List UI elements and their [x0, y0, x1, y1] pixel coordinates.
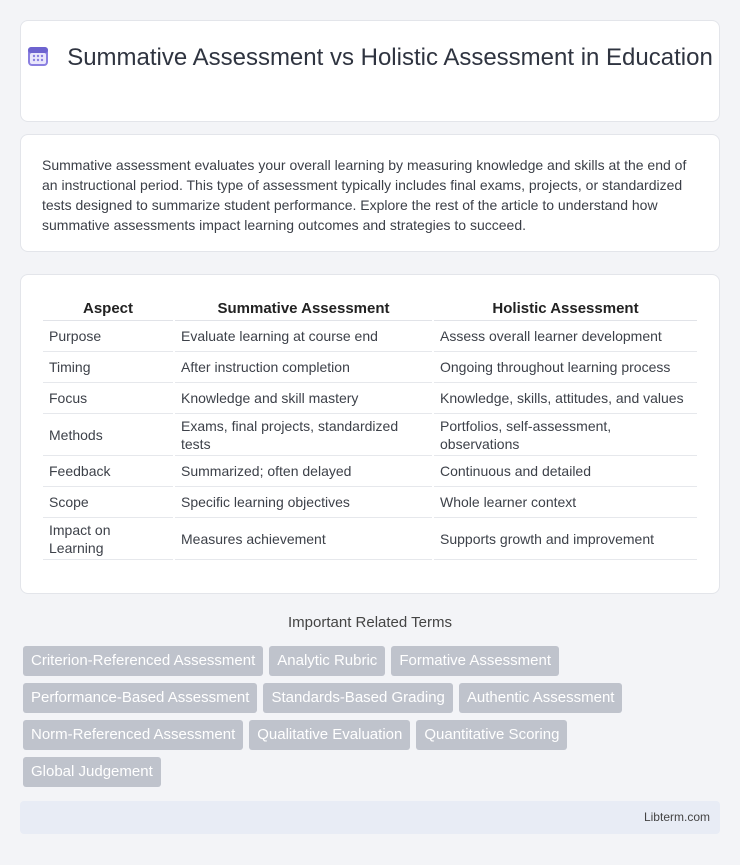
table-cell: Evaluate learning at course end — [175, 321, 432, 352]
table-cell: Methods — [43, 414, 173, 456]
comparison-card — [20, 274, 720, 594]
table-cell: Assess overall learner development — [434, 321, 697, 352]
related-term-tag[interactable]: Quantitative Scoring — [416, 720, 567, 750]
related-term-tag[interactable]: Standards-Based Grading — [263, 683, 452, 713]
table-row — [43, 383, 697, 414]
table-cell: Focus — [43, 383, 173, 414]
table-cell: Supports growth and improvement — [434, 518, 697, 560]
table-cell: Purpose — [43, 321, 173, 352]
related-term-tag[interactable]: Norm-Referenced Assessment — [23, 720, 243, 750]
intro-card — [20, 134, 720, 252]
table-cell: Knowledge, skills, attitudes, and values — [434, 383, 697, 414]
table-row — [43, 456, 697, 487]
column-header: Holistic Assessment — [434, 297, 697, 321]
table-cell: Summarized; often delayed — [175, 456, 432, 487]
table-cell: After instruction completion — [175, 352, 432, 383]
table-row — [43, 487, 697, 518]
intro-text: Summative assessment evaluates your overall learning by measuring knowledge and skills at the end of an instructional period. This type of assessment typically includes final exams, projects, or standardized tests designed to summarize student performance. Explore the rest of the article to understand how summative assessments impact learning outcomes and strategies to succeed. — [42, 157, 687, 233]
table-row — [43, 518, 697, 560]
column-header: Summative Assessment — [175, 297, 432, 321]
table-cell: Specific learning objectives — [175, 487, 432, 518]
related-term-tag[interactable]: Criterion-Referenced Assessment — [23, 646, 263, 676]
footer — [20, 801, 720, 834]
related-term-tag[interactable]: Formative Assessment — [391, 646, 559, 676]
related-term-tag[interactable]: Global Judgement — [23, 757, 161, 787]
related-terms-list — [23, 646, 713, 794]
table-cell: Impact on Learning — [43, 518, 173, 560]
table-row — [43, 414, 697, 456]
table-cell: Scope — [43, 487, 173, 518]
table-cell: Whole learner context — [434, 487, 697, 518]
related-term-tag[interactable]: Authentic Assessment — [459, 683, 623, 713]
table-cell: Timing — [43, 352, 173, 383]
table-row — [43, 352, 697, 383]
related-term-tag[interactable]: Analytic Rubric — [269, 646, 385, 676]
table-cell: Exams, final projects, standardized tests — [175, 414, 432, 456]
related-term-tag[interactable]: Performance-Based Assessment — [23, 683, 257, 713]
related-terms-title: Important Related Terms — [288, 614, 452, 631]
page-title: Summative Assessment vs Holistic Assessment in Education — [67, 44, 713, 71]
table-cell: Portfolios, self-assessment, observations — [434, 414, 697, 456]
footer-site-link[interactable]: Libterm.com — [643, 810, 710, 824]
table-cell: Ongoing throughout learning process — [434, 352, 697, 383]
table-cell: Measures achievement — [175, 518, 432, 560]
related-term-tag[interactable]: Qualitative Evaluation — [249, 720, 410, 750]
table-cell: Knowledge and skill mastery — [175, 383, 432, 414]
page-title-wrap — [21, 43, 719, 72]
table-cell: Feedback — [43, 456, 173, 487]
calendar-icon — [27, 45, 49, 67]
column-header: Aspect — [43, 297, 173, 321]
title-card — [20, 20, 720, 122]
table-row — [43, 321, 697, 352]
comparison-table — [41, 297, 699, 560]
table-cell: Continuous and detailed — [434, 456, 697, 487]
table-header-row — [43, 297, 697, 321]
